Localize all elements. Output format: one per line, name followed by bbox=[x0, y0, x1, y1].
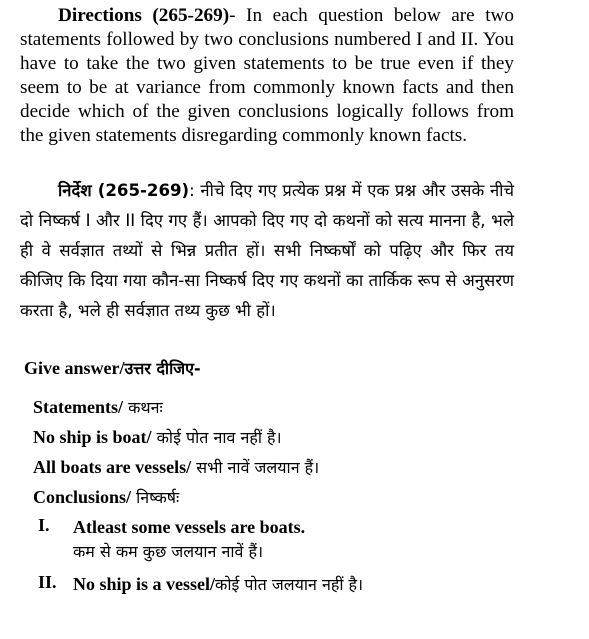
directions-hindi bbox=[20, 176, 514, 326]
conclusions-label-hi: निष्कर्षः bbox=[131, 488, 180, 507]
statements-label-en: Statements/ bbox=[33, 397, 123, 417]
statements-label bbox=[33, 395, 163, 420]
directions-text-en: - In each question below are two statements followed by two conclusions numbered I and II. You have to take the two given statements to be true even if they seem to be at variance from commonly known facts and then decide which of the given conclusions logically follows from the given statements disregarding commonly known facts. bbox=[20, 5, 514, 146]
statement-1-hi: कोई पोत नाव नहीं है। bbox=[151, 428, 282, 447]
conclusion-2-hi: कोई पोत जलयान नहीं है। bbox=[215, 575, 364, 594]
conclusion-1-hi: कम से कम कुछ जलयान नावें हैं। bbox=[73, 542, 264, 561]
give-answer-hi: उत्तर दीजिए- bbox=[124, 359, 201, 378]
statement-2 bbox=[33, 455, 319, 480]
statement-1 bbox=[33, 425, 282, 450]
directions-english bbox=[20, 4, 514, 148]
give-answer-line bbox=[24, 356, 201, 381]
statements-label-hi: कथनः bbox=[122, 398, 163, 417]
conclusions-label bbox=[33, 485, 179, 510]
statement-1-en: No ship is boat/ bbox=[33, 427, 152, 447]
give-answer-en: Give answer/ bbox=[24, 358, 125, 378]
directions-text-hi: : नीचे दिए गए प्रत्येक प्रश्न में एक प्रश्न और उसके नीचे दो निष्कर्ष I और II दिए गए हैं। आपको दिए गए दो कथनों को सत्य मानना है, भले ही वे सर्वज्ञात तथ्यों से भिन्न प्रतीत हों। सभी निष्कर्षों को पढ़िए और फिर तय कीजिए कि दिया गया कौन-सा निष्कर्ष दिए गए कथनों का तार्किक रूप से अनुसरण करता है, भले ही सर्वज्ञात तथ्य कुछ भी हों। bbox=[20, 181, 514, 320]
statement-2-en: All boats are vessels/ bbox=[33, 457, 192, 477]
conclusions-label-en: Conclusions/ bbox=[33, 487, 132, 507]
conclusion-2-number: II. bbox=[38, 572, 57, 592]
statement-2-hi: सभी नावें जलयान हैं। bbox=[191, 458, 320, 477]
conclusion-1-en: Atleast some vessels are boats. bbox=[73, 517, 306, 537]
conclusion-2 bbox=[73, 572, 363, 597]
directions-heading-en: Directions (265-269) bbox=[58, 5, 230, 26]
conclusion-2-en: No ship is a vessel/ bbox=[73, 574, 216, 594]
conclusion-1-number: I. bbox=[38, 515, 50, 535]
directions-heading-hi: निर्देश (265-269) bbox=[58, 181, 190, 200]
